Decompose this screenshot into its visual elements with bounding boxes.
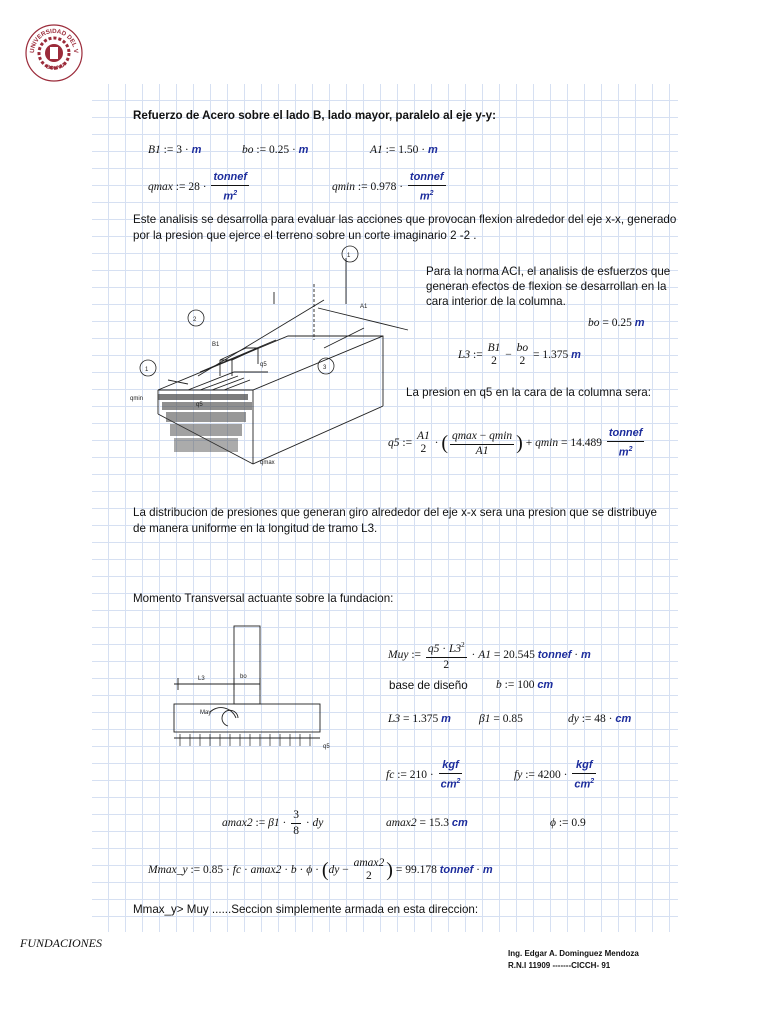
eq-A1: A1 := 1.50 · m [370,144,438,156]
eq-amax2-value: amax2 = 15.3 cm [386,817,468,829]
diagram-label-q5b: q5 [196,402,203,408]
q5-description: La presion en q5 en la cara de la columna sera: [406,386,651,399]
paragraph-1-line-2: por la presion que ejerce el terreno sobre un corte imaginario 2 -2 . [133,229,477,242]
footing-3d-diagram [128,244,420,477]
base-design-label: base de diseño [389,679,468,692]
eq-b: b := 100 cm [496,679,554,691]
eq-Muy: Muy := $\frac{q5 \cdot L3^2}{2}$ · A1 = 20.545 tonnef · m [388,638,591,673]
eq-fy: fy := 4200 · $\frac{\text{kgf}}{cm^2}$ [514,759,595,791]
diagram-label-3: 3 [323,365,327,371]
diagram-label-1: 1 [347,253,351,259]
diagram2-label-q5: q5 [323,744,330,750]
conclusion-text: Mmax_y> Muy ......Seccion simplemente armada en esta direccion: [133,903,479,916]
logo-ring-text: UNIVERSIDAD DEL V [28,27,80,54]
footer-registration: R.N.I 11909 -------CICCH- 91 [508,961,611,970]
diagram-label-A1: A1 [360,304,368,310]
footing-section-diagram [166,622,342,775]
eq-dy: dy := 48 · cm [568,713,632,725]
footer-author: Ing. Edgar A. Dominguez Mendoza [508,949,639,958]
eq-B1: B1 := 3 · m [148,144,202,156]
paragraph-2-line-3: cara interior de la columna. [426,295,566,308]
eq-bo-2: bo = 0.25 m [588,317,645,329]
diagram-label-1b: 1 [145,367,149,373]
paragraph-1-line-1: Este analisis se desarrolla para evaluar las acciones que provocan flexion alrededor del eje x-x, generado [133,213,677,226]
diagram-label-q5: q5 [260,362,267,368]
paragraph-3-line-2: de manera uniforme en la longitud de tramo L3. [133,522,378,535]
eq-L3: L3 := B1 2 − bo 2 = 1.375 m [458,342,581,367]
section-heading: Refuerzo de Acero sobre el lado B, lado mayor, paralelo al eje y-y: [133,109,496,122]
paragraph-2-line-2: generan efectos de flexion se desarrollan en la [426,280,667,293]
diagram-label-B1: B1 [212,342,220,348]
university-logo [24,22,84,84]
eq-beta1: β1 = 0.85 [479,713,523,725]
footer-course: FUNDACIONES [20,936,102,950]
eq-phi: ϕ := 0.9 [550,817,586,829]
logo-sub-text: BOLIVIA [44,61,68,72]
diagram-label-qmax: qmax [260,460,275,466]
diagram2-label-May: May [200,710,212,716]
eq-q5: q5 := A1 2 · ( $\frac{qmax - qmin}{A1}$ ) + qmin = 14.489 $\frac{\text{tonnef}}{m^2}$ [388,427,643,459]
eq-amax2-def: amax2 := β1 · $\frac{3}{8}$ · dy [222,809,324,837]
eq-qmin: qmin := 0.978 · $\frac{\text{tonnef}}{m^2}$ [332,171,444,203]
eq-bo: bo := 0.25 · m [242,144,309,156]
eq-Mmax: Mmax_y := 0.85 · fc · amax2 · b · ϕ · (dy − amax2 2 ) = 99.178 tonnef · m [148,857,493,882]
eq-L3-value: L3 = 1.375 m [388,713,451,725]
paragraph-3-line-1: La distribucion de presiones que generan giro alrededor del eje x-x sera una presion que se distribuye [133,506,657,519]
paragraph-2-line-1: Para la norma ACI, el analisis de esfuerzos que [426,265,671,278]
eq-fc: fc := 210 · $\frac{\text{kgf}}{cm^2}$ [386,759,461,791]
diagram2-label-L3: L3 [198,676,205,682]
moment-title: Momento Transversal actuante sobre la fundacion: [133,592,394,605]
diagram2-label-bo: bo [240,674,247,680]
diagram-label-qmin: qmin [130,396,144,402]
diagram-label-2: 2 [193,317,197,323]
eq-qmax: qmax := 28 · $\frac{\text{tonnef}}{m^2}$ [148,171,248,203]
